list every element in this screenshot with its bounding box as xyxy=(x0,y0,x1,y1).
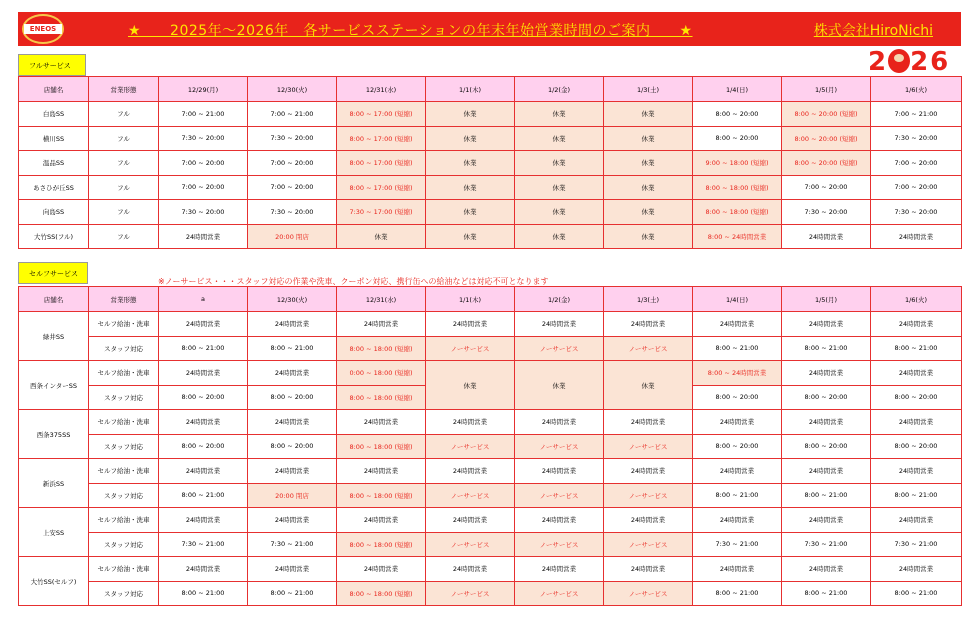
table-cell: 24時間営業 xyxy=(426,459,515,484)
table-cell: フル xyxy=(89,102,159,127)
table-cell: 8:00 ~ 18:00 (短縮) xyxy=(693,200,782,225)
table-row xyxy=(19,312,962,337)
column-header: 1/4(日) xyxy=(693,77,782,102)
store-name: 向島SS xyxy=(19,200,89,225)
table-cell: 7:30 ~ 20:00 xyxy=(159,126,248,151)
service-type: セルフ給油・洗車 xyxy=(89,459,159,484)
service-type: セルフ給油・洗車 xyxy=(89,557,159,582)
table-cell: 20:00 閉店 xyxy=(248,224,337,249)
table-cell: 8:00 ~ 20:00 (短縮) xyxy=(782,102,871,127)
table-cell: 24時間営業 xyxy=(782,312,871,337)
table-row xyxy=(19,102,962,127)
table-cell: 8:00 ~ 18:00 (短縮) xyxy=(337,483,426,508)
table-row xyxy=(19,410,962,435)
table-cell: 24時間営業 xyxy=(248,312,337,337)
table-row xyxy=(19,336,962,361)
table-cell: ノーサービス xyxy=(515,532,604,557)
column-header: 営業形態 xyxy=(89,287,159,312)
table-cell: 8:00 ~ 24時間営業 xyxy=(693,361,782,386)
table-cell: 24時間営業 xyxy=(604,459,693,484)
table-cell: 休業 xyxy=(426,361,515,410)
table-cell: 24時間営業 xyxy=(248,361,337,386)
table-cell: 休業 xyxy=(515,175,604,200)
table-cell: 8:00 ~ 20:00 (短縮) xyxy=(782,151,871,176)
table-cell: 9:00 ~ 18:00 (短縮) xyxy=(693,151,782,176)
table-cell: 7:30 ~ 20:00 xyxy=(782,200,871,225)
table-cell: 24時間営業 xyxy=(159,557,248,582)
header-banner xyxy=(18,12,961,46)
table-cell: 8:00 ~ 20:00 xyxy=(782,434,871,459)
table-cell: 8:00 ~ 20:00 xyxy=(693,434,782,459)
table-cell: 24時間営業 xyxy=(782,224,871,249)
table-cell: 7:00 ~ 20:00 xyxy=(782,175,871,200)
table-cell: ノーサービス xyxy=(426,532,515,557)
table-cell: 休業 xyxy=(426,175,515,200)
column-header: 店舗名 xyxy=(19,77,89,102)
no-service-note: ※ノーサービス・・・スタッフ対応の作業や洗車、クーポン対応、携行缶への給油などは対応不可となります xyxy=(158,277,549,286)
table-cell: 8:00 ~ 21:00 xyxy=(693,336,782,361)
table-cell: 休業 xyxy=(515,224,604,249)
table-row xyxy=(19,581,962,606)
table-cell: 20:00 閉店 xyxy=(248,483,337,508)
table-cell: 7:30 ~ 21:00 xyxy=(782,532,871,557)
store-name: 白島SS xyxy=(19,102,89,127)
table-cell: 24時間営業 xyxy=(248,410,337,435)
table-cell: ノーサービス xyxy=(604,434,693,459)
table-cell: 8:00 ~ 20:00 xyxy=(159,385,248,410)
table-cell: 7:00 ~ 20:00 xyxy=(871,151,962,176)
table-cell: 24時間営業 xyxy=(515,557,604,582)
table-cell: 8:00 ~ 18:00 (短縮) xyxy=(337,532,426,557)
table-cell: 休業 xyxy=(515,126,604,151)
table-cell: 8:00 ~ 20:00 xyxy=(248,385,337,410)
table-cell: フル xyxy=(89,175,159,200)
table-cell: 8:00 ~ 21:00 xyxy=(782,581,871,606)
table-cell: 7:00 ~ 20:00 xyxy=(159,151,248,176)
table-cell: 休業 xyxy=(426,200,515,225)
column-header: 1/5(月) xyxy=(782,287,871,312)
table-cell: 休業 xyxy=(604,175,693,200)
column-header: 1/4(日) xyxy=(693,287,782,312)
table-cell: 24時間営業 xyxy=(693,410,782,435)
table-cell: 24時間営業 xyxy=(159,224,248,249)
table-cell: 8:00 ~ 18:00 (短縮) xyxy=(337,385,426,410)
table-cell: 24時間営業 xyxy=(337,459,426,484)
table-cell: 24時間営業 xyxy=(782,410,871,435)
table-cell: 24時間営業 xyxy=(248,557,337,582)
table-cell: 24時間営業 xyxy=(337,312,426,337)
table-row xyxy=(19,151,962,176)
table-cell: 7:00 ~ 21:00 xyxy=(159,102,248,127)
table-cell: ノーサービス xyxy=(515,434,604,459)
table-cell: 24時間営業 xyxy=(693,312,782,337)
table-row xyxy=(19,459,962,484)
table-cell: 7:30 ~ 21:00 xyxy=(159,532,248,557)
column-header: 1/1(木) xyxy=(426,77,515,102)
eneos-logo xyxy=(22,14,64,44)
store-name: 横川SS xyxy=(19,126,89,151)
table-cell: 8:00 ~ 17:00 (短縮) xyxy=(337,102,426,127)
header-row xyxy=(19,77,962,102)
table-cell: 8:00 ~ 21:00 xyxy=(782,336,871,361)
table-cell: 休業 xyxy=(604,126,693,151)
table-cell: フル xyxy=(89,126,159,151)
table-cell: 24時間営業 xyxy=(693,459,782,484)
column-header: 12/31(水) xyxy=(337,77,426,102)
table-cell: 7:00 ~ 21:00 xyxy=(871,102,962,127)
table-cell: 休業 xyxy=(426,102,515,127)
column-header: 1/1(木) xyxy=(426,287,515,312)
table-cell: 7:30 ~ 20:00 xyxy=(248,126,337,151)
store-name: あさひが丘SS xyxy=(19,175,89,200)
column-header: 12/30(火) xyxy=(248,287,337,312)
table-cell: 8:00 ~ 17:00 (短縮) xyxy=(337,126,426,151)
table-cell: 7:30 ~ 20:00 xyxy=(248,200,337,225)
column-header: 12/30(火) xyxy=(248,77,337,102)
service-type: スタッフ対応 xyxy=(89,581,159,606)
page-title: ★ 2025年～2026年 各サービスステーションの年末年始営業時間のご案内 ★ xyxy=(128,23,693,39)
column-header: 1/5(月) xyxy=(782,77,871,102)
table-cell: 8:00 ~ 21:00 xyxy=(871,483,962,508)
table-cell: 8:00 ~ 20:00 xyxy=(693,385,782,410)
table-cell: 8:00 ~ 18:00 (短縮) xyxy=(693,175,782,200)
table-cell: 24時間営業 xyxy=(248,508,337,533)
table-cell: 休業 xyxy=(426,224,515,249)
store-name: 新浜SS xyxy=(19,459,89,508)
table-cell: 7:00 ~ 20:00 xyxy=(871,175,962,200)
column-header: a xyxy=(159,287,248,312)
table-cell: 24時間営業 xyxy=(426,312,515,337)
table-cell: 24時間営業 xyxy=(515,410,604,435)
table-cell: 24時間営業 xyxy=(871,410,962,435)
table-cell: ノーサービス xyxy=(515,581,604,606)
table-cell: 24時間営業 xyxy=(159,459,248,484)
table-row xyxy=(19,434,962,459)
table-cell: 7:00 ~ 20:00 xyxy=(159,175,248,200)
table-cell: 24時間営業 xyxy=(426,508,515,533)
store-name: 大竹SS(セルフ) xyxy=(19,557,89,606)
table-cell: 休業 xyxy=(604,200,693,225)
service-type: セルフ給油・洗車 xyxy=(89,312,159,337)
table-cell: 休業 xyxy=(337,224,426,249)
table-cell: 8:00 ~ 20:00 (短縮) xyxy=(782,126,871,151)
table-cell: ノーサービス xyxy=(515,336,604,361)
table-cell: 24時間営業 xyxy=(782,508,871,533)
full-service-label: フルサービス xyxy=(18,54,86,76)
table-cell: 7:30 ~ 20:00 xyxy=(871,200,962,225)
table-cell: 24時間営業 xyxy=(871,459,962,484)
table-cell: 24時間営業 xyxy=(871,312,962,337)
table-cell: 休業 xyxy=(515,151,604,176)
table-cell: 8:00 ~ 21:00 xyxy=(159,483,248,508)
table-cell: ノーサービス xyxy=(426,336,515,361)
table-cell: 7:00 ~ 20:00 xyxy=(248,175,337,200)
table-cell: 8:00 ~ 21:00 xyxy=(693,483,782,508)
column-header: 12/29(月) xyxy=(159,77,248,102)
table-cell: 24時間営業 xyxy=(337,410,426,435)
table-cell: 7:00 ~ 20:00 xyxy=(248,151,337,176)
table-cell: 休業 xyxy=(604,151,693,176)
table-cell: 8:00 ~ 17:00 (短縮) xyxy=(337,175,426,200)
table-cell: 7:00 ~ 21:00 xyxy=(248,102,337,127)
table-cell: 休業 xyxy=(426,151,515,176)
table-row xyxy=(19,175,962,200)
daruma-icon xyxy=(888,49,910,73)
column-header: 営業形態 xyxy=(89,77,159,102)
table-cell: 8:00 ~ 21:00 xyxy=(159,336,248,361)
table-cell: 8:00 ~ 18:00 (短縮) xyxy=(337,581,426,606)
company-name: 株式会社HiroNichi xyxy=(813,23,933,39)
table-cell: 8:00 ~ 20:00 xyxy=(871,385,962,410)
column-header: 1/6(火) xyxy=(871,287,962,312)
service-type: セルフ給油・洗車 xyxy=(89,361,159,386)
column-header: 1/3(土) xyxy=(604,77,693,102)
table-cell: ノーサービス xyxy=(604,581,693,606)
table-cell: 7:30 ~ 20:00 xyxy=(871,126,962,151)
table-row xyxy=(19,508,962,533)
column-header: 店舗名 xyxy=(19,287,89,312)
table-cell: 24時間営業 xyxy=(604,312,693,337)
table-cell: 24時間営業 xyxy=(782,361,871,386)
table-row xyxy=(19,532,962,557)
full-service-table xyxy=(18,76,962,249)
table-cell: 8:00 ~ 20:00 xyxy=(871,434,962,459)
table-cell: 24時間営業 xyxy=(337,557,426,582)
table-cell: 24時間営業 xyxy=(248,459,337,484)
store-name: 西条375SS xyxy=(19,410,89,459)
table-cell: 24時間営業 xyxy=(426,557,515,582)
table-cell: ノーサービス xyxy=(426,581,515,606)
store-name: 西条インターSS xyxy=(19,361,89,410)
table-cell: 休業 xyxy=(515,102,604,127)
table-cell: 24時間営業 xyxy=(604,557,693,582)
table-cell: フル xyxy=(89,200,159,225)
column-header: 12/31(水) xyxy=(337,287,426,312)
self-service-label: セルフサービス xyxy=(18,262,88,284)
store-name: 大竹SS(フル) xyxy=(19,224,89,249)
table-cell: 24時間営業 xyxy=(515,312,604,337)
table-cell: 24時間営業 xyxy=(871,557,962,582)
table-cell: 8:00 ~ 21:00 xyxy=(248,336,337,361)
table-cell: 24時間営業 xyxy=(604,508,693,533)
table-row xyxy=(19,483,962,508)
table-cell: フル xyxy=(89,151,159,176)
header-row xyxy=(19,287,962,312)
table-cell: 24時間営業 xyxy=(871,361,962,386)
table-cell: 8:00 ~ 18:00 (短縮) xyxy=(337,434,426,459)
service-type: セルフ給油・洗車 xyxy=(89,508,159,533)
table-cell: 24時間営業 xyxy=(159,508,248,533)
table-cell: 8:00 ~ 24時間営業 xyxy=(693,224,782,249)
column-header: 1/2(金) xyxy=(515,287,604,312)
service-type: スタッフ対応 xyxy=(89,434,159,459)
table-cell: フル xyxy=(89,224,159,249)
column-header: 1/6(火) xyxy=(871,77,962,102)
table-cell: 8:00 ~ 21:00 xyxy=(159,581,248,606)
service-type: スタッフ対応 xyxy=(89,336,159,361)
table-cell: 8:00 ~ 21:00 xyxy=(782,483,871,508)
table-cell: 休業 xyxy=(515,361,604,410)
service-type: スタッフ対応 xyxy=(89,532,159,557)
table-cell: 24時間営業 xyxy=(426,410,515,435)
table-cell: 0:00 ~ 18:00 (短縮) xyxy=(337,361,426,386)
table-cell: 24時間営業 xyxy=(515,508,604,533)
column-header: 1/2(金) xyxy=(515,77,604,102)
table-cell: 24時間営業 xyxy=(159,410,248,435)
table-cell: ノーサービス xyxy=(515,483,604,508)
table-cell: 8:00 ~ 20:00 xyxy=(159,434,248,459)
table-cell: 8:00 ~ 21:00 xyxy=(871,581,962,606)
table-cell: 8:00 ~ 21:00 xyxy=(248,581,337,606)
service-type: スタッフ対応 xyxy=(89,385,159,410)
table-cell: ノーサービス xyxy=(604,336,693,361)
logo-text: ENEOS xyxy=(24,24,62,34)
table-row xyxy=(19,557,962,582)
year-badge: 2 26 xyxy=(868,47,951,77)
table-cell: 7:30 ~ 20:00 xyxy=(159,200,248,225)
store-name: 上安SS xyxy=(19,508,89,557)
store-name: 緑井SS xyxy=(19,312,89,361)
table-cell: 休業 xyxy=(604,224,693,249)
table-row xyxy=(19,126,962,151)
table-cell: ノーサービス xyxy=(604,483,693,508)
table-cell: 8:00 ~ 20:00 xyxy=(693,126,782,151)
table-cell: 24時間営業 xyxy=(337,508,426,533)
table-cell: 24時間営業 xyxy=(871,224,962,249)
table-cell: 24時間営業 xyxy=(782,459,871,484)
table-cell: 24時間営業 xyxy=(159,312,248,337)
table-cell: 8:00 ~ 20:00 xyxy=(693,102,782,127)
table-cell: 7:30 ~ 21:00 xyxy=(248,532,337,557)
table-row xyxy=(19,361,962,386)
table-cell: 24時間営業 xyxy=(515,459,604,484)
table-cell: 8:00 ~ 18:00 (短縮) xyxy=(337,336,426,361)
table-cell: 8:00 ~ 21:00 xyxy=(871,336,962,361)
table-row xyxy=(19,200,962,225)
table-cell: 24時間営業 xyxy=(604,410,693,435)
table-cell: 7:30 ~ 21:00 xyxy=(871,532,962,557)
store-name: 温品SS xyxy=(19,151,89,176)
table-cell: 休業 xyxy=(604,102,693,127)
table-cell: 8:00 ~ 17:00 (短縮) xyxy=(337,151,426,176)
table-cell: ノーサービス xyxy=(426,434,515,459)
service-type: スタッフ対応 xyxy=(89,483,159,508)
table-cell: 24時間営業 xyxy=(693,557,782,582)
table-cell: 休業 xyxy=(604,361,693,410)
table-cell: 24時間営業 xyxy=(782,557,871,582)
table-cell: 7:30 ~ 17:00 (短縮) xyxy=(337,200,426,225)
table-cell: 24時間営業 xyxy=(693,508,782,533)
table-cell: 24時間営業 xyxy=(159,361,248,386)
table-cell: ノーサービス xyxy=(604,532,693,557)
table-cell: ノーサービス xyxy=(426,483,515,508)
table-cell: 24時間営業 xyxy=(871,508,962,533)
table-cell: 8:00 ~ 20:00 xyxy=(248,434,337,459)
table-cell: 休業 xyxy=(426,126,515,151)
table-cell: 8:00 ~ 20:00 xyxy=(782,385,871,410)
column-header: 1/3(土) xyxy=(604,287,693,312)
self-service-table xyxy=(18,286,962,606)
table-cell: 8:00 ~ 21:00 xyxy=(693,581,782,606)
table-row xyxy=(19,224,962,249)
table-cell: 7:30 ~ 21:00 xyxy=(693,532,782,557)
service-type: セルフ給油・洗車 xyxy=(89,410,159,435)
table-cell: 休業 xyxy=(515,200,604,225)
